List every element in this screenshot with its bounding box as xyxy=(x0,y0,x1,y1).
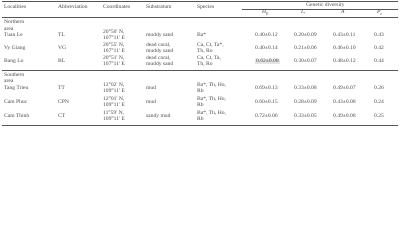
species-cell: Ba* xyxy=(197,32,207,38)
he-cell: 0.40±0.12 xyxy=(255,32,278,38)
locality-cell: Cam Phuc xyxy=(4,99,28,105)
i-cell: 0.20±0.09 xyxy=(294,32,317,38)
substratum-cell: muddy sand xyxy=(146,61,174,67)
i-cell: 0.30±0.07 xyxy=(294,58,317,64)
bottom-rule xyxy=(2,125,398,126)
section-southern-label: Southern xyxy=(4,72,25,78)
header-genetic-diversity: Genetic diversity xyxy=(306,1,345,8)
i-cell: 0.28±0.09 xyxy=(294,99,317,105)
he-cell: 0.69±0.13 xyxy=(255,85,278,91)
species-cell: Ba*, Th, Ho, xyxy=(197,110,226,116)
coord-cell: 109°11' E xyxy=(103,116,125,122)
species-cell: Th, Ro xyxy=(197,48,213,54)
species-cell: Ca, Ct, Ta, xyxy=(197,55,221,61)
species-cell: Ca, Ct, Ta*, xyxy=(197,42,224,48)
locality-cell: Bang Lo xyxy=(4,58,24,64)
abbr-cell: BL xyxy=(58,58,66,64)
coord-cell: 12°01' N, xyxy=(103,96,125,102)
pe-cell: 0.44 xyxy=(374,58,384,64)
coord-cell: 20°51' N, xyxy=(103,55,125,61)
header-he: $H_E$ xyxy=(262,9,269,17)
header-substratum: Substratum xyxy=(146,4,172,10)
abbr-cell: TT xyxy=(58,85,65,91)
he-cell-highlighted: 0.62±0.08 xyxy=(256,57,279,64)
locality-cell: Tuan Le xyxy=(4,32,23,38)
locality-cell: Tang Trieu xyxy=(4,85,29,91)
coord-cell: 12°02' N, xyxy=(103,82,125,88)
coord-cell: 107°11' E xyxy=(103,35,125,41)
pe-cell: 0.26 xyxy=(374,85,384,91)
species-cell: Ba*, Th, Ho, xyxy=(197,96,226,102)
pe-cell: 0.43 xyxy=(374,32,384,38)
a-cell: 0.48±0.12 xyxy=(333,58,356,64)
he-cell: 0.72±0.06 xyxy=(255,113,278,119)
coord-cell: 109°11' E xyxy=(103,102,125,108)
header-pe: $P_e$ xyxy=(377,9,383,17)
substratum-cell: dead coral, xyxy=(146,42,171,48)
substratum-cell: muddy sand xyxy=(146,48,174,54)
species-cell: Rb xyxy=(197,116,204,122)
substratum-cell: mud xyxy=(146,99,156,105)
substratum-cell: sandy mud xyxy=(146,113,171,119)
locality-cell: Cam Thinh xyxy=(4,113,30,119)
a-cell: 0.46±0.10 xyxy=(333,45,356,51)
species-cell: Rb xyxy=(197,88,204,94)
header-abbreviation: Abbreviation xyxy=(58,4,88,10)
pe-cell: 0.25 xyxy=(374,113,384,119)
abbr-cell: CPN xyxy=(58,99,69,105)
a-cell: 0.43±0.08 xyxy=(333,99,356,105)
header-i: $I_*$ xyxy=(301,9,305,17)
abbr-cell: VG xyxy=(58,45,67,51)
locality-cell: Vy Giang xyxy=(4,45,26,51)
substratum-cell: muddy sand xyxy=(146,32,174,38)
coord-cell: 107°11' E xyxy=(103,61,125,67)
abbr-cell: CT xyxy=(58,113,66,119)
a-cell: 0.49±0.08 xyxy=(333,113,356,119)
pe-cell: 0.24 xyxy=(374,99,384,105)
coord-cell: 109°11' E xyxy=(103,88,125,94)
section-southern-area: area xyxy=(4,78,14,84)
he-cell: 0.60±0.15 xyxy=(255,99,278,105)
pe-cell: 0.42 xyxy=(374,45,384,51)
species-cell: Ba*, Th, Ho, xyxy=(197,82,226,88)
header-localities: Localities xyxy=(4,4,27,10)
header-a: A xyxy=(341,9,345,15)
substratum-cell: dead coral, xyxy=(146,55,171,61)
species-cell: Th, Ro xyxy=(197,61,213,67)
coord-cell: 20°56' N, xyxy=(103,29,125,35)
section-divider xyxy=(2,70,398,71)
i-cell: 0.33±0.05 xyxy=(294,113,317,119)
a-cell: 0.49±0.07 xyxy=(333,85,356,91)
i-cell: 0.33±0.08 xyxy=(294,85,317,91)
header-rule xyxy=(2,17,398,18)
coord-cell: 11°59' N, xyxy=(103,110,125,116)
he-cell: 0.40±0.14 xyxy=(255,45,278,51)
header-species: Species xyxy=(197,4,215,10)
section-northern-label: Northern xyxy=(4,19,25,25)
substratum-cell: mud xyxy=(146,85,156,91)
i-cell: 0.21±0.06 xyxy=(294,45,317,51)
header-coordinates: Coordinates xyxy=(103,4,131,10)
abbr-cell: TL xyxy=(58,32,65,38)
section-northern-area: area xyxy=(4,26,14,32)
coord-cell: 107°11' E xyxy=(103,48,125,54)
species-cell: Rb xyxy=(197,102,204,108)
a-cell: 0.43±0.11 xyxy=(333,32,356,38)
coord-cell: 20°55' N, xyxy=(103,42,125,48)
